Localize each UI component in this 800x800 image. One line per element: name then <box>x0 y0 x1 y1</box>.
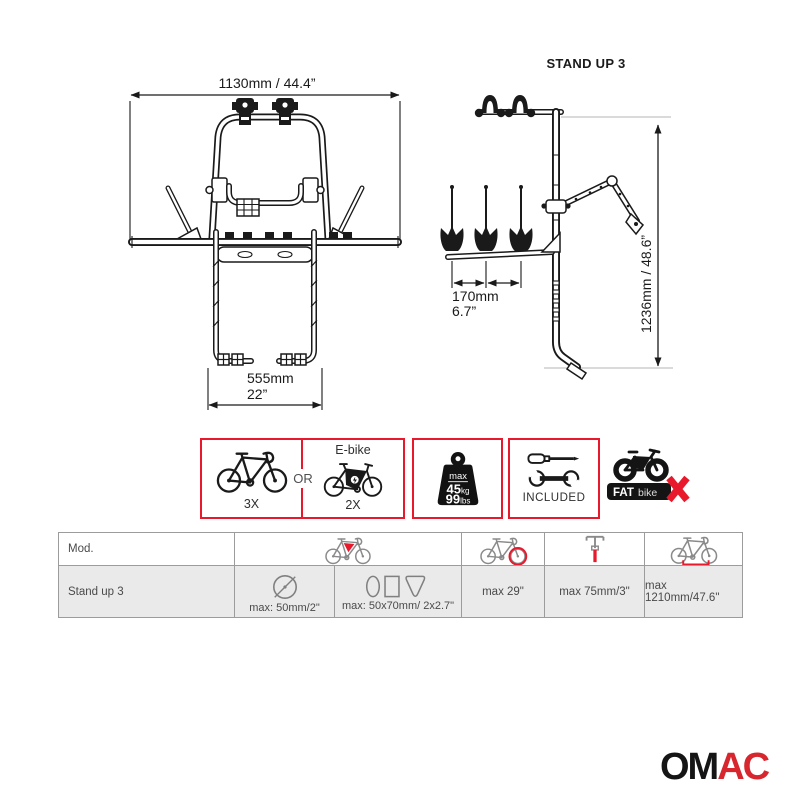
model-name: Stand up 3 <box>68 585 124 598</box>
ebike-icon <box>320 458 386 498</box>
side-view-title: STAND UP 3 <box>546 56 626 71</box>
header-mod-cell <box>59 533 234 565</box>
seatpost-icon <box>582 534 608 564</box>
seatpost-value: max 75mm/3" <box>559 585 630 598</box>
weight-max-label: max <box>448 470 467 482</box>
side-view-drawing <box>440 55 680 390</box>
bike-wheel-size-icon <box>478 534 528 565</box>
cradle-spacing-in-label: 6.7” <box>452 303 477 319</box>
tube-cross-sections-icon <box>363 574 433 599</box>
rack-clamp-icon <box>232 98 258 125</box>
seatpost-cell <box>544 566 644 617</box>
spec-table <box>58 532 743 618</box>
bike-label: bike <box>638 487 658 499</box>
fat-bike-crossed-icon <box>606 446 692 504</box>
bike-frame-mount-icon <box>323 534 373 565</box>
feature-max-weight-box <box>412 438 503 519</box>
wheel-cradle-icon <box>509 185 532 251</box>
bike-count-label: 3X <box>243 497 260 512</box>
feature-tools-included-box <box>508 438 600 519</box>
wheel-cradle-icon <box>474 185 497 251</box>
front-view-drawing <box>105 62 445 422</box>
tube-round-value: max: 50mm/2" <box>249 601 320 614</box>
wheel-cradle-icon <box>440 185 463 251</box>
road-bike-icon <box>214 446 290 494</box>
bike-length-icon <box>669 533 719 565</box>
wheel-size-cell <box>461 566 544 617</box>
spec-table-header-row <box>59 533 742 565</box>
bike-length-cell <box>644 566 742 617</box>
round-tube-diameter-icon <box>268 573 302 601</box>
fat-label: FAT <box>613 487 634 499</box>
tools-included-label: INCLUDED <box>522 492 586 505</box>
logo-red-part: AC <box>717 746 769 788</box>
front-lower-width-in-label: 22” <box>247 386 268 402</box>
front-lower-width-mm-label: 555mm <box>247 370 294 386</box>
logo-black-part: OM <box>660 746 718 788</box>
header-bike-length-cell <box>644 533 742 565</box>
rack-clamp-icon <box>272 98 298 125</box>
cradle-spacing-mm-label: 170mm <box>452 288 499 304</box>
ebike-label: E-bike <box>335 443 371 457</box>
front-width-dimension-label: 1130mm / 44.4” <box>218 75 316 91</box>
tube-round-cell <box>234 566 334 617</box>
header-seatpost-cell <box>544 533 644 565</box>
fatbike-not-allowed <box>606 446 692 504</box>
tools-icon <box>526 452 582 488</box>
side-height-dimension-label: 1236mm / 48.6” <box>638 234 654 334</box>
header-frame-mount-cell <box>234 533 461 565</box>
weight-kg-label: 45kg <box>445 480 470 496</box>
spec-table-data-row <box>59 565 742 617</box>
ebike-count-label: 2X <box>345 497 361 512</box>
tube-profiles-cell <box>334 566 461 617</box>
mod-label: Mod. <box>68 543 94 555</box>
model-cell <box>59 566 234 617</box>
header-wheel-size-cell <box>461 533 544 565</box>
weight-lbs-label: 99lbs <box>445 491 470 507</box>
omac-logo <box>660 748 768 786</box>
tube-profiles-value: max: 50x70mm/ 2x2.7" <box>341 600 455 612</box>
max-weight-icon <box>431 450 485 508</box>
bike-length-value: max 1210mm/47.6" <box>645 579 720 604</box>
wheel-size-value: max 29" <box>482 585 524 598</box>
or-label: OR <box>288 469 318 488</box>
